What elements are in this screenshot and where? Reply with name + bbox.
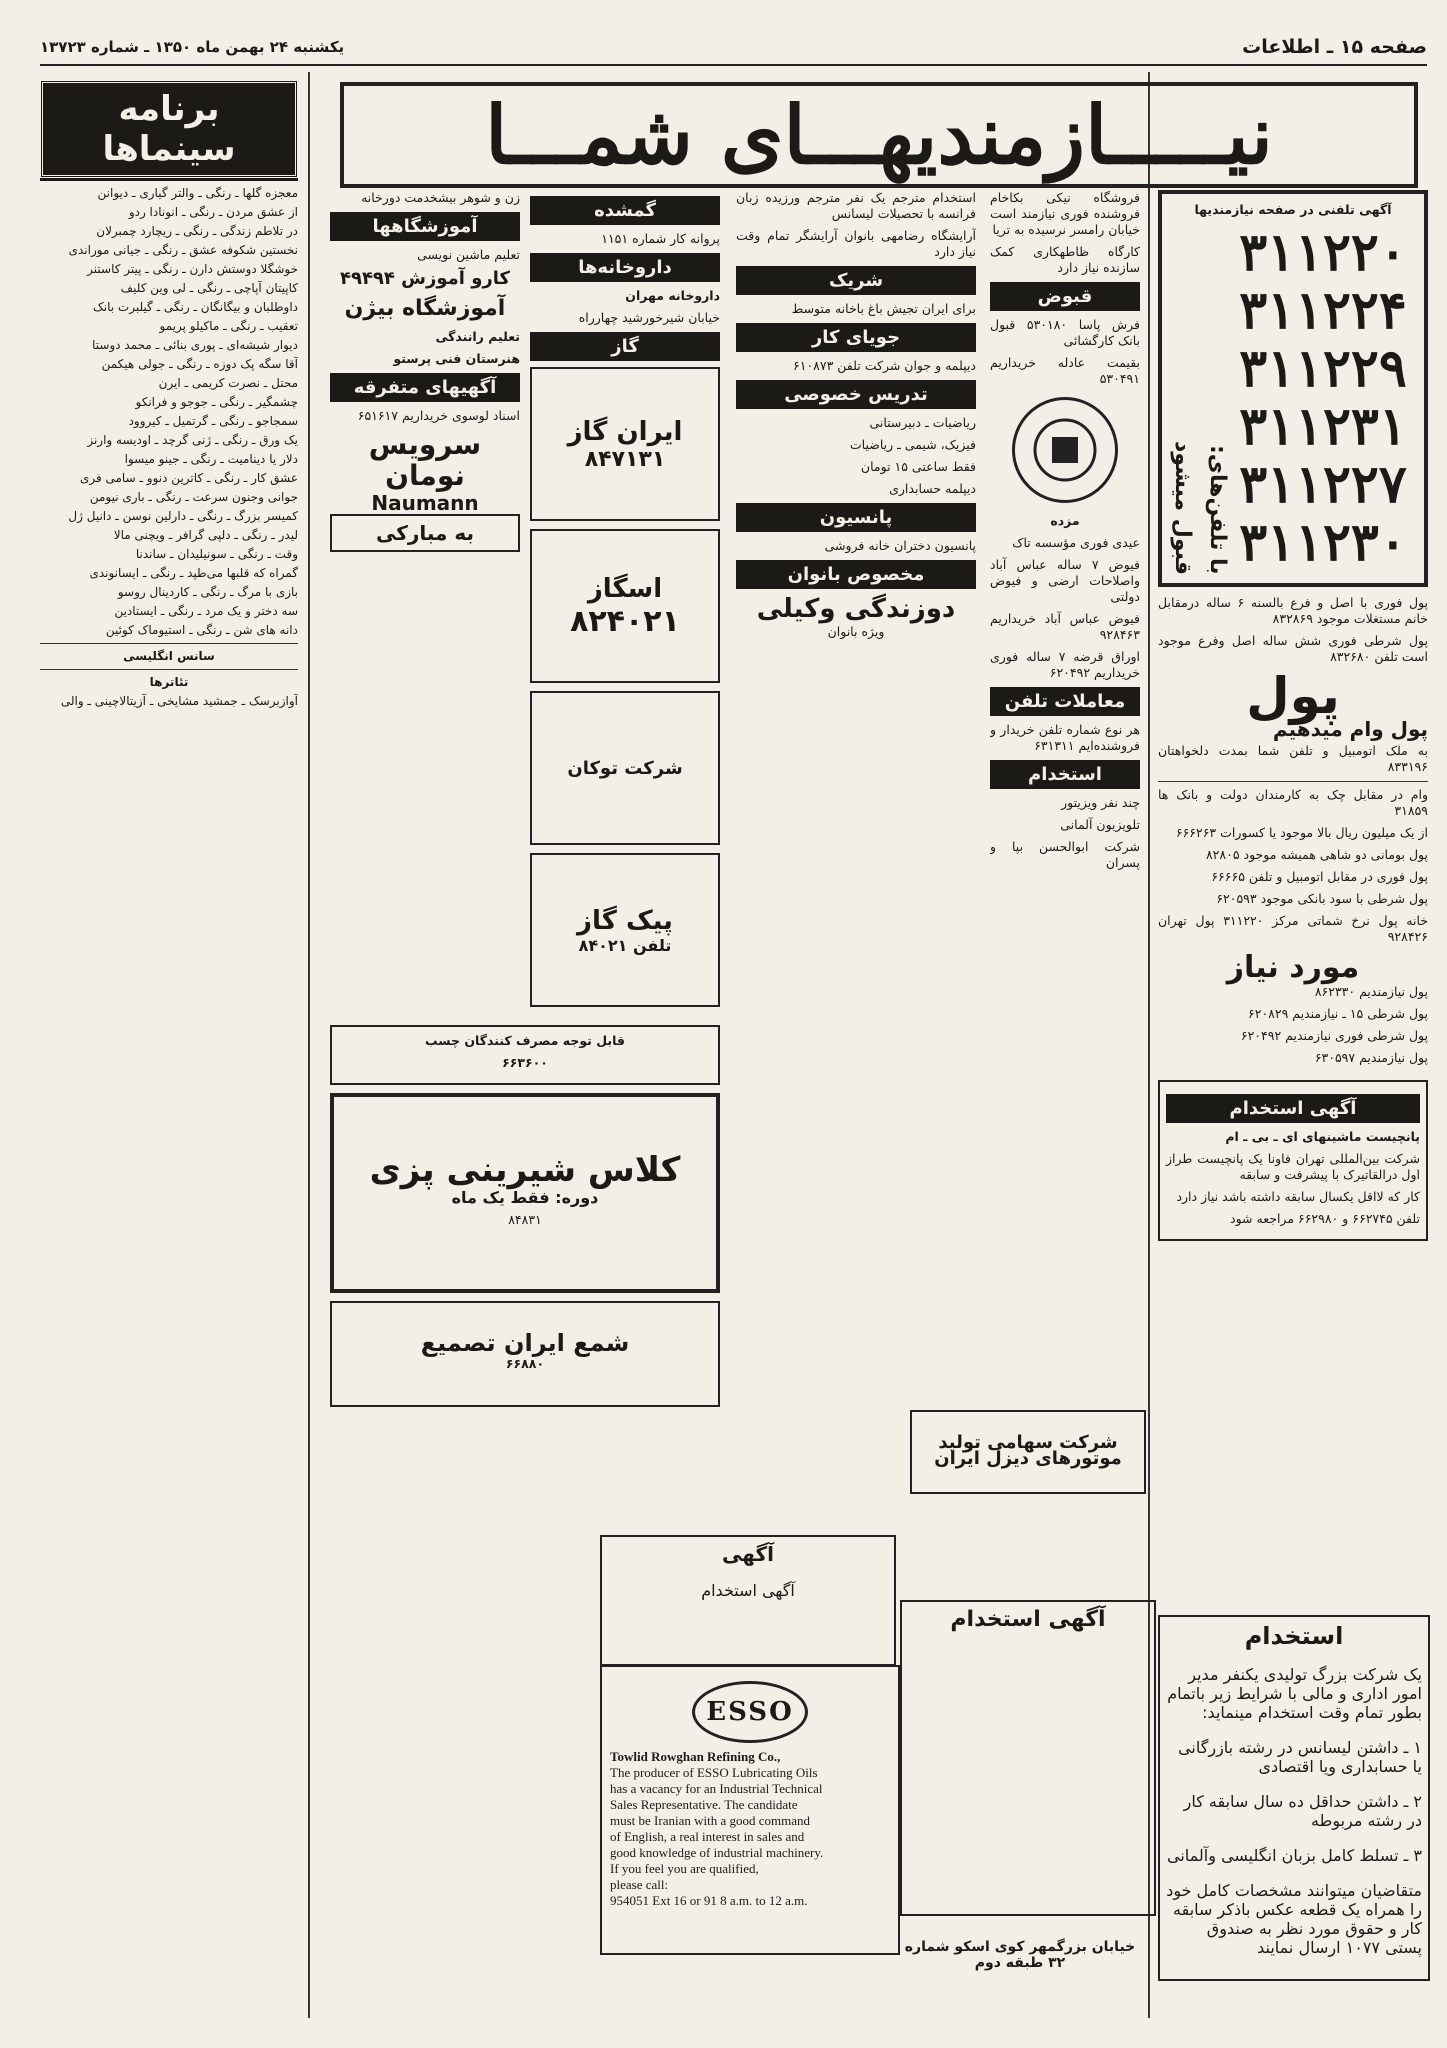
cinema-item: سه دختر و یک مرد ـ رنگی ـ ایستادین xyxy=(114,604,298,618)
cinema-item: از عشق مردن ـ رنگی ـ انونادا ردو xyxy=(128,205,298,219)
job-ad-line: تلفن ۶۶۲۷۴۵ و ۶۶۲۹۸۰ مراجعه شود xyxy=(1230,1211,1420,1226)
money-ad: از یک میلیون ریال بالا موجود یا کسورات ۶۶۶۲۶۳ xyxy=(1175,825,1428,840)
bank-emblem xyxy=(1012,397,1118,503)
money-ad: پول فوری در مقابل اتومبیل و تلفن ۶۶۶۶۵ xyxy=(1211,869,1428,884)
glue-phone: ۶۶۳۶۰۰ xyxy=(502,1055,548,1070)
cinema-item: دلار یا دینامیت ـ رنگی ـ جینو میسوا xyxy=(124,452,298,466)
job-ad-line: کار که لااقل یکسال سابقه داشته باشد نیاز دارد xyxy=(1176,1189,1420,1204)
glue-title: قابل توجه مصرف کنندگان چسب xyxy=(425,1033,625,1048)
cinema-item: گمراه که قلبها می‌طپد ـ رنگی ـ ایسانوندی xyxy=(89,566,298,580)
naumann-ad: سرویس نومان xyxy=(368,427,482,492)
phones-box xyxy=(1158,190,1428,587)
schools-left xyxy=(530,190,720,1015)
pastry-phone: ۸۴۸۳۱ xyxy=(508,1211,542,1227)
job-ad: تلویزیون آلمانی xyxy=(1060,817,1140,832)
glue-ad xyxy=(330,1025,720,1085)
section-ghobooz: قبوض xyxy=(990,282,1140,311)
schools-row xyxy=(330,190,720,1015)
pastry-title: کلاس شیرینی پزی xyxy=(369,1150,681,1191)
asgaz-name: اسگاز xyxy=(587,573,663,604)
cinema-item: جوانی وجنون سرعت ـ رنگی ـ باری نیومن xyxy=(89,490,298,504)
job-ad: اوراق قرضه ۷ ساله فوری خریداریم ۶۲۰۴۹۲ xyxy=(990,649,1140,680)
irangas-phone: ۸۴۷۱۳۱ xyxy=(584,446,666,472)
notice-subtitle: آگهی استخدام xyxy=(701,1581,795,1600)
school-ad-title: کارو آموزش ۴۹۴۹۴ xyxy=(339,268,511,289)
esso-line: The producer of ESSO Lubricating Oils xyxy=(610,1765,818,1780)
cinema-item: آوازبرسک ـ جمشید مشایخی ـ آزیتالاچینی ـ والی xyxy=(60,694,298,708)
job-ad: عیدی فوری مؤسسه تاک xyxy=(1012,535,1140,550)
esso-line: of English, a real interest in sales and xyxy=(610,1829,805,1844)
section-seeking: جویای کار xyxy=(736,323,976,352)
bottom-left-ad xyxy=(330,1301,720,1407)
column-schools xyxy=(330,190,720,1415)
separator xyxy=(40,643,298,644)
service-ad: دیپلمه و جوان شرکت تلفن ۶۱۰۸۷۳ xyxy=(793,358,976,373)
section-pool: پول xyxy=(1246,667,1340,725)
peyk-gas-ad xyxy=(530,853,720,1007)
job-ad: هر نوع شماره تلفن خریدار و فروشنده‌ایم ۶۳۱۳۱۱ xyxy=(990,722,1140,753)
money-ad: پول نیازمندیم ۶۳۰۵۹۷ xyxy=(1314,1050,1428,1065)
pharmacy-ad: خیابان شیرخورشید چهارراه xyxy=(578,310,720,325)
school-ad: تعلیم رانندگی xyxy=(435,328,520,344)
congrats-title: به مبارکی xyxy=(375,520,475,545)
section-lost: گمشده xyxy=(530,196,720,225)
phones-box-title: آگهی تلفنی در صفحه نیازمندیها xyxy=(1194,202,1392,217)
phone-number: ۳۱۱۲۲۴ xyxy=(1239,280,1407,341)
tokan-name: شرکت توکان xyxy=(567,757,683,779)
tokan-ad xyxy=(530,691,720,845)
phone-number: ۳۱۱۲۳۱ xyxy=(1239,396,1407,457)
cinema-section: تئاترها xyxy=(149,675,189,689)
phones-side xyxy=(1170,221,1230,575)
phone-number: ۳۱۱۲۲۷ xyxy=(1239,454,1407,515)
phone-number: ۳۱۱۲۳۰ xyxy=(1239,512,1407,573)
school-ad: هنرستان فنی پرستو xyxy=(393,350,520,366)
lost-ad: پروانه کار شماره ۱۱۵۱ xyxy=(601,231,720,246)
section-pharmacy: داروخانه‌ها xyxy=(530,253,720,282)
job-ad-line: شرکت بین‌المللی تهران فاونا یک پانچیست طراز اول درالقاتیرک با پیشرفت و سابقه xyxy=(1166,1151,1420,1182)
column-cinema xyxy=(40,80,298,713)
job-ad: مزده xyxy=(1050,513,1080,528)
asgaz-phone: ۸۲۴۰۲۱ xyxy=(570,603,680,639)
bottom-left-phone: ۶۶۸۸۰ xyxy=(505,1356,545,1372)
address-text: خیابان بزرگمهر کوی اسکو شماره ۳۲ طبقه دوم xyxy=(904,1939,1136,1971)
hire-title: استخدام xyxy=(1244,1622,1344,1650)
money-ad: پول شرطی فوری شش ساله اصل وفرع موجود است تلفن ۸۳۲۶۸۰ xyxy=(1158,633,1428,664)
section-phone: معاملات تلفن xyxy=(990,687,1140,716)
cinema-item: تعقیب ـ رنگی ـ ماکیلو پریمو xyxy=(159,319,298,333)
money-ad: پول شرطی ۱۵ ـ نیازمندیم ۶۲۰۸۲۹ xyxy=(1248,1006,1428,1021)
job-ad: فیوض عباس آباد خریداریم ۹۲۸۴۶۳ xyxy=(990,611,1140,642)
hire-line: ۱ ـ داشتن لیسانس در رشته بازرگانی یا حسابداری ویا اقتصادی xyxy=(1178,1738,1422,1777)
school-ad-title: آموزشگاه بیژن xyxy=(344,295,506,321)
classifieds-banner xyxy=(340,82,1418,188)
school-ad: زن و شوهر بیشخدمت دورخانه xyxy=(361,190,520,205)
column-rule xyxy=(308,72,310,2018)
separator xyxy=(40,669,298,670)
service-ad: دیپلمه حسابداری xyxy=(889,481,976,496)
peyk-gas-name: پیک گاز xyxy=(577,905,673,936)
cinema-item: دیوار شیشه‌ای ـ پوری بنائی ـ محمد دوستا xyxy=(92,338,298,352)
service-ad: ریاضیات ـ دبیرستانی xyxy=(869,415,976,430)
hire-line: ۳ ـ تسلط کامل بزبان انگلیسی وآلمانی xyxy=(1167,1846,1422,1866)
job-ad: کارگاه ظاطهکاری کمک سازنده نیاز دارد xyxy=(990,244,1140,275)
service-ad: فیزیک، شیمی ـ ریاضیات xyxy=(849,437,976,452)
notice-title: آگهی xyxy=(722,1542,774,1566)
address-banner xyxy=(900,1935,1140,1975)
section-pension: پانسیون xyxy=(736,503,976,532)
cinema-item: وقت ـ رنگی ـ سونیلیدان ـ ساندنا xyxy=(135,547,298,561)
cinema-item: داوطلبان و بیگانگان ـ رنگی ـ گیلبرت بانک xyxy=(93,300,298,314)
cinema-title: برنامه سینماها xyxy=(40,80,298,178)
asgaz-ad xyxy=(530,529,720,683)
cinema-item: محتل ـ نصرت کریمی ـ ایرن xyxy=(158,376,298,390)
school-ad: تعلیم ماشین نویسی xyxy=(417,247,520,262)
service-ad: پانسیون دختران خانه فروشی xyxy=(824,538,976,553)
cinema-item: دانه های شن ـ رنگی ـ استیوماک کوئین xyxy=(105,623,298,637)
cinema-section: سانس انگلیسی xyxy=(123,649,215,663)
column-jobs xyxy=(990,190,1140,877)
phone-number: ۳۱۱۲۲۰ xyxy=(1239,222,1407,283)
cinema-item: آقا سگه پک دوزه ـ رنگی ـ جولی هیکمن xyxy=(101,357,298,371)
money-ad: به ملک اتومبیل و تلفن شما بمدت دلخواهتان ۸۳۳۱۹۶ xyxy=(1158,743,1428,774)
cinema-item: معجزه گلها ـ رنگی ـ والتر گیاری ـ دیوانن xyxy=(97,186,298,200)
esso-line: good knowledge of industrial machinery. xyxy=(610,1845,824,1860)
hire-line: یک شرکت بزرگ تولیدی یکنفر مدیر امور اداری و مالی با شرایط زیر باتمام بطور تمام وقت استخدام مینماید: xyxy=(1167,1665,1422,1723)
service-ad: فقط ساعتی ۱۵ تومان xyxy=(860,459,976,474)
cinema-item: بازی با مرگ ـ رنگی ـ کاردینال روسو xyxy=(117,585,298,599)
hire2-title: آگهی استخدام xyxy=(950,1607,1106,1632)
esso-line: 954051 Ext 16 or 91 8 a.m. to 12 a.m. xyxy=(610,1893,808,1908)
money-ad: پول نیازمندیم ۸۶۲۳۳۰ xyxy=(1314,984,1428,999)
phones-box-body xyxy=(1170,221,1416,575)
esso-line: Sales Representative. The candidate xyxy=(610,1797,798,1812)
hire2-ad xyxy=(900,1600,1156,1916)
emblem-icon xyxy=(1030,415,1100,485)
page-header xyxy=(40,30,1427,66)
job-ad: فروشگاه نیکی بکاخام فروشنده فوری نیازمند است خیابان رامسر نرسیده به تریا xyxy=(990,190,1140,237)
money-ad: خانه پول نرخ شماتی مرکز ۳۱۱۲۲۰ پول تهران ۹۲۸۴۲۶ xyxy=(1158,913,1428,944)
esso-line: please call: xyxy=(610,1877,669,1892)
irangas-ad xyxy=(530,367,720,521)
section-women: مخصوص بانوان xyxy=(736,560,976,589)
banner-title: نیـــــازمندیهـــای شمـــا xyxy=(485,88,1273,182)
section-gas: گاز xyxy=(530,332,720,361)
congrats-box xyxy=(330,514,520,552)
schools-right xyxy=(330,190,520,1015)
section-partner: شریک xyxy=(736,266,976,295)
esso-line: must be Iranian with a good command xyxy=(610,1813,811,1828)
job-ad: چند نفر ویزیتور xyxy=(1061,795,1140,810)
naumann-latin: Naumann xyxy=(371,490,479,515)
misc-ad: اسناد لوسوی خریداریم ۶۵۱۶۱۷ xyxy=(357,407,520,423)
phone-number: ۳۱۱۲۲۹ xyxy=(1239,338,1407,399)
esso-line: has a vacancy for an Industrial Technical xyxy=(610,1781,823,1796)
esso-logo: ESSO xyxy=(692,1681,808,1743)
tailor-ad-title: دوزندگی وکیلی xyxy=(756,594,956,624)
money-ad: وام در مقابل چک به کارمندان دولت و بانک ها ۳۱۸۵۹ xyxy=(1158,787,1428,818)
diesel-title: شرکت سهامی تولید موتورهای دیزل ایران xyxy=(934,1431,1122,1469)
phones-label: با تلفن‌های: xyxy=(1205,445,1230,575)
cinema-item: کاپیتان آپاچی ـ رنگی ـ لی وین کلیف xyxy=(120,281,298,295)
job-ad-line: پانچیست ماشینهای ای ـ بی ـ ام xyxy=(1225,1129,1420,1144)
bottom-left-title: شمع ایران تصمیع xyxy=(420,1328,630,1357)
job-ad-title: آگهی استخدام xyxy=(1166,1094,1420,1123)
esso-text xyxy=(610,1749,890,1909)
money-ad: پول فوری با اصل و فرع بالسنه ۶ ساله درمقابل خانم مستغلات موجود ۸۳۲۸۶۹ xyxy=(1158,595,1428,626)
pharmacy-ad: داروخانه مهران xyxy=(625,288,720,303)
section-need: مورد نیاز xyxy=(1226,950,1360,985)
hire-box xyxy=(1158,1615,1430,1981)
cinema-item: چشمگیر ـ رنگی ـ جوجو و فرانکو xyxy=(135,395,298,409)
separator xyxy=(1158,781,1428,782)
hire-line: ۲ ـ داشتن حداقل ده سال سابقه کار در رشته مربوطه xyxy=(1183,1792,1422,1831)
esso-ad xyxy=(600,1665,900,1955)
pastry-sub: دوره: فقط یک ماه xyxy=(451,1187,599,1207)
section-tutor: تدریس خصوصی xyxy=(736,380,976,409)
esso-line: If you feel you are qualified, xyxy=(610,1861,759,1876)
money-ad: پول شرطی فوری نیازمندیم ۶۲۰۴۹۲ xyxy=(1240,1028,1428,1043)
job-ad: فیوض ۷ ساله عباس آباد واصلاحات ارضی و فیوض دولتی xyxy=(990,557,1140,604)
peyk-gas-phone: تلفن ۸۴۰۲۱ xyxy=(578,935,672,955)
section-misc: آگهیهای متفرقه xyxy=(330,373,520,402)
section-schools: آموزشگاهها xyxy=(330,212,520,241)
page-number: صفحه ۱۵ ـ اطلاعات xyxy=(1242,36,1427,58)
diesel-ad xyxy=(910,1410,1146,1494)
section-hire: استخدام xyxy=(990,760,1140,789)
cinema-item: خوشگلا دوستش دارن ـ رنگی ـ پیتر کاستنر xyxy=(87,262,298,276)
cinema-item: یک ورق ـ رنگی ـ ژنی گرچد ـ اودیسه وارنز xyxy=(87,433,298,447)
money-ad: پول شرطی با سود بانکی موجود ۶۲۰۵۹۳ xyxy=(1216,891,1428,906)
pastry-ad xyxy=(330,1093,720,1293)
cinema-item: سمجاجو ـ رنگی ـ گرتمیل ـ کیروود xyxy=(128,414,298,428)
notice-ad xyxy=(600,1535,896,1666)
service-ad: برای ایران تجیش باغ باخانه متوسط xyxy=(791,301,976,316)
job-ad: فرش پاسا ۵۳۰۱۸۰ قبول بانک کارگشائی xyxy=(990,317,1140,348)
money-ad: پول وام میدهیم xyxy=(1272,717,1428,741)
service-ad: آرایشگاه رضامهی بانوان آرایشگر تمام وقت نیاز دارد xyxy=(736,228,976,259)
hire-line: متقاضیان میتوانند مشخصات کامل خود را همراه یک قطعه عکس باذکر سابقه کار و حقوق مورد نظر به صندوق پستی ۱۰۷۷ ارسال نمایند xyxy=(1166,1881,1422,1958)
cinema-item: عشق کار ـ رنگی ـ کاترین دنوو ـ سامی فری xyxy=(79,471,298,485)
job-ad: بقیمت عادله خریداریم ۵۳۰۴۹۱ xyxy=(990,355,1140,386)
cinema-item: نخستین شکوفه عشق ـ رنگی ـ جیانی موراندی xyxy=(68,243,298,257)
phones-footer: قبول میشود xyxy=(1170,441,1195,575)
esso-line: Towlid Rowghan Refining Co., xyxy=(610,1749,781,1764)
cinema-item: کمیسر بزرگ ـ رنگی ـ دارلین نوسن ـ دانیل ژل xyxy=(68,509,298,523)
column-money xyxy=(1158,190,1428,1249)
cinema-item: در تلاطم زندگی ـ رنگی ـ ریچارد چمبرلان xyxy=(96,224,298,238)
issue-date: یکشنبه ۲۴ بهمن ماه ۱۳۵۰ ـ شماره ۱۳۷۲۳ xyxy=(40,38,345,56)
column-services xyxy=(736,190,976,646)
job-ad-box xyxy=(1158,1080,1428,1241)
money-ad: پول بومانی دو شاهی همیشه موجود ۸۲۸۰۵ xyxy=(1205,847,1428,862)
phones-list xyxy=(1230,221,1416,575)
service-ad: استخدام مترجم یک نفر مترجم ورزیده زبان فرانسه با تحصیلات لیسانس xyxy=(736,190,976,221)
cinema-item: لیدر ـ رنگی ـ دلپی گرافر ـ ویچنی مالا xyxy=(113,528,298,542)
job-ad: شرکت ابوالحسن بپا و پسران xyxy=(990,839,1140,870)
irangas-name: ایران گاز xyxy=(567,416,683,447)
service-ad: ویژه بانوان xyxy=(827,623,885,639)
